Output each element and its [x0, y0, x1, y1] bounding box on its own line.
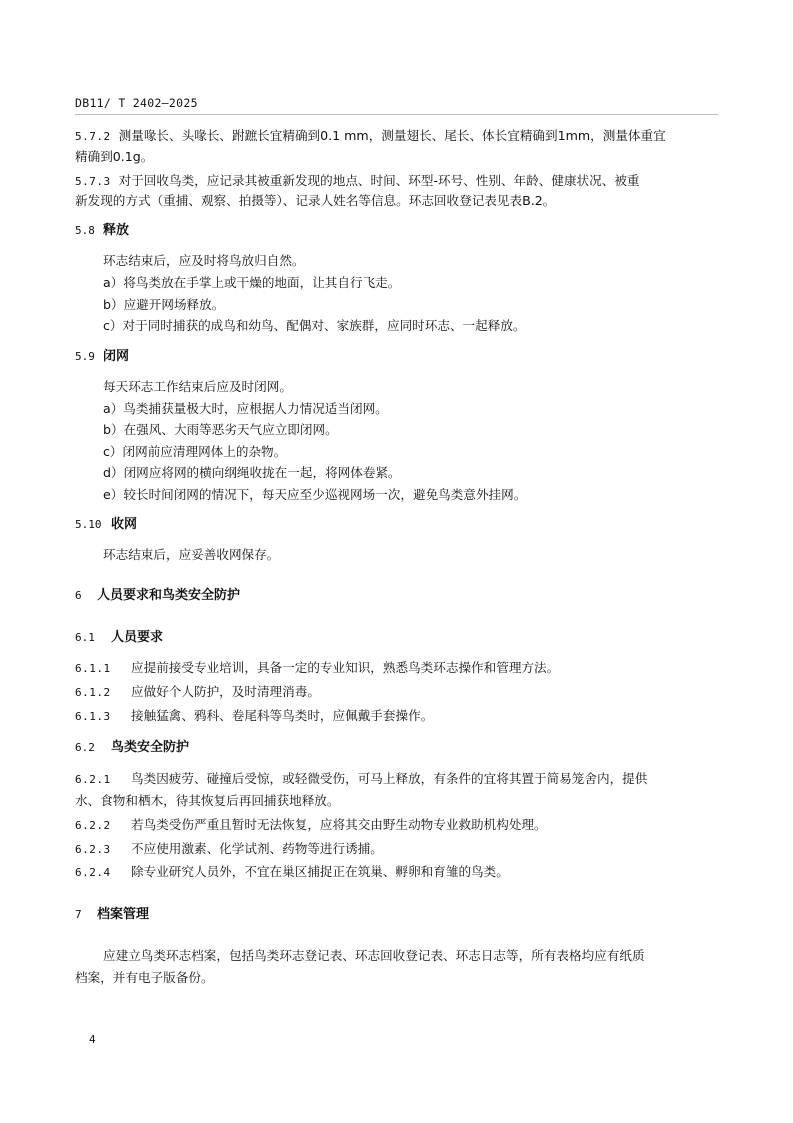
- section-number: 5.9: [75, 350, 95, 363]
- chapter-7-heading: [75, 908, 149, 921]
- header-divider: [75, 114, 718, 115]
- clause-number: 6.1.1: [75, 662, 111, 675]
- section-5-8-heading: [75, 224, 129, 237]
- chapter-number: 7: [75, 908, 82, 921]
- section-5-8-intro: 环志结束后，应及时将鸟放归自然。: [103, 253, 305, 268]
- clause-5-7-3-line-2: 新发现的方式（重捕、观察、拍摄等）、记录人姓名等信息。环志回收登记表见表B.2。: [75, 193, 556, 208]
- chapter-7-paragraph-line-1: 应建立鸟类环志档案，包括鸟类环志登记表、环志回收登记表、环志日志等，所有表格均应有纸质: [103, 948, 645, 963]
- clause-text: 测量喙长、头喙长、跗蹠长宜精确到0.1 mm，测量翅长、尾长、体长宜精确到1mm，测量体重宜: [118, 128, 666, 143]
- section-number: 5.8: [75, 224, 95, 237]
- clause-number: 6.1.3: [75, 710, 111, 723]
- clause-6-2-1-line-1: [75, 773, 647, 786]
- list-item: a）鸟类捕获量极大时，应根据人力情况适当闭网。: [103, 401, 388, 416]
- list-item: c）闭网前应清理网体上的杂物。: [103, 444, 287, 459]
- clause-text: 若鸟类受伤严重且暂时无法恢复，应将其交由野生动物专业救助机构处理。: [131, 817, 547, 832]
- page-number: 4: [89, 1033, 96, 1046]
- section-title: 释放: [103, 223, 130, 238]
- list-item: b）在强风、大雨等恶劣天气应立即闭网。: [103, 422, 338, 437]
- chapter-6-heading: [75, 589, 240, 602]
- chapter-number: 6: [75, 589, 82, 602]
- clause-text: 不应使用激素、化学试剂、药物等进行诱捕。: [131, 841, 383, 856]
- list-item: a）将鸟类放在手掌上或干燥的地面，让其自行飞走。: [103, 275, 401, 290]
- section-number: 6.2: [75, 741, 95, 754]
- list-item: e）较长时间闭网的情况下，每天应至少巡视网场一次，避免鸟类意外挂网。: [103, 487, 527, 502]
- clause-text: 对于回收鸟类，应记录其被重新发现的地点、时间、环型-环号、性别、年龄、健康状况、被重: [118, 173, 640, 188]
- list-item: d）闭网应将网的横向纲绳收拢在一起，将网体卷紧。: [103, 465, 401, 480]
- section-5-9-heading: [75, 350, 129, 363]
- chapter-title: 人员要求和鸟类安全防护: [97, 588, 241, 603]
- clause-6-2-3: [75, 843, 383, 856]
- list-item: c）对于同时捕获的成鸟和幼鸟、配偶对、家族群，应同时环志、一起释放。: [103, 318, 526, 333]
- clause-6-1-1: [75, 662, 559, 675]
- clause-number: 6.2.1: [75, 773, 111, 786]
- section-6-2-heading: [75, 741, 189, 754]
- section-number: 6.1: [75, 631, 95, 644]
- chapter-title: 档案管理: [97, 907, 150, 922]
- clause-text: 鸟类因疲劳、碰撞后受惊，或轻微受伤，可马上释放，有条件的宜将其置于简易笼舍内，提供: [131, 771, 648, 786]
- section-title: 闭网: [103, 349, 130, 364]
- section-title: 收网: [111, 517, 138, 532]
- clause-text: 接触猛禽、鸦科、卷尾科等鸟类时，应佩戴手套操作。: [131, 708, 434, 723]
- clause-6-2-1-line-2: 水、食物和栖木，待其恢复后再回捕获地释放。: [75, 793, 340, 808]
- clause-number: 6.2.3: [75, 843, 111, 856]
- section-6-1-heading: [75, 631, 163, 644]
- clause-number: 5.7.3: [75, 175, 111, 188]
- clause-6-2-2: [75, 819, 547, 832]
- clause-6-2-4: [75, 866, 509, 879]
- clause-number: 6.2.2: [75, 819, 111, 832]
- document-id-header: DB11/ T 2402—2025: [75, 96, 198, 110]
- clause-number: 6.2.4: [75, 866, 111, 879]
- section-title: 人员要求: [111, 630, 164, 645]
- clause-number: 6.1.2: [75, 686, 111, 699]
- clause-5-7-2-line-1: [75, 130, 666, 143]
- section-5-10-heading: [75, 518, 137, 531]
- clause-text: 应做好个人防护，及时清理消毒。: [131, 684, 320, 699]
- section-5-9-intro: 每天环志工作结束后应及时闭网。: [103, 379, 292, 394]
- clause-number: 5.7.2: [75, 130, 111, 143]
- clause-6-1-2: [75, 686, 320, 699]
- section-5-10-intro: 环志结束后，应妥善收网保存。: [103, 547, 280, 562]
- chapter-7-paragraph-line-2: 档案，并有电子版备份。: [75, 970, 214, 985]
- clause-6-1-3: [75, 710, 433, 723]
- clause-5-7-2-line-2: 精确到0.1g。: [75, 149, 154, 164]
- clause-text: 除专业研究人员外，不宜在巢区捕捉正在筑巢、孵卵和育雏的鸟类。: [131, 864, 509, 879]
- clause-text: 应提前接受专业培训，具备一定的专业知识，熟悉鸟类环志操作和管理方法。: [131, 660, 560, 675]
- list-item: b）应避开网场释放。: [103, 297, 225, 312]
- section-title: 鸟类安全防护: [111, 740, 190, 755]
- section-number: 5.10: [75, 518, 102, 531]
- clause-5-7-3-line-1: [75, 175, 640, 188]
